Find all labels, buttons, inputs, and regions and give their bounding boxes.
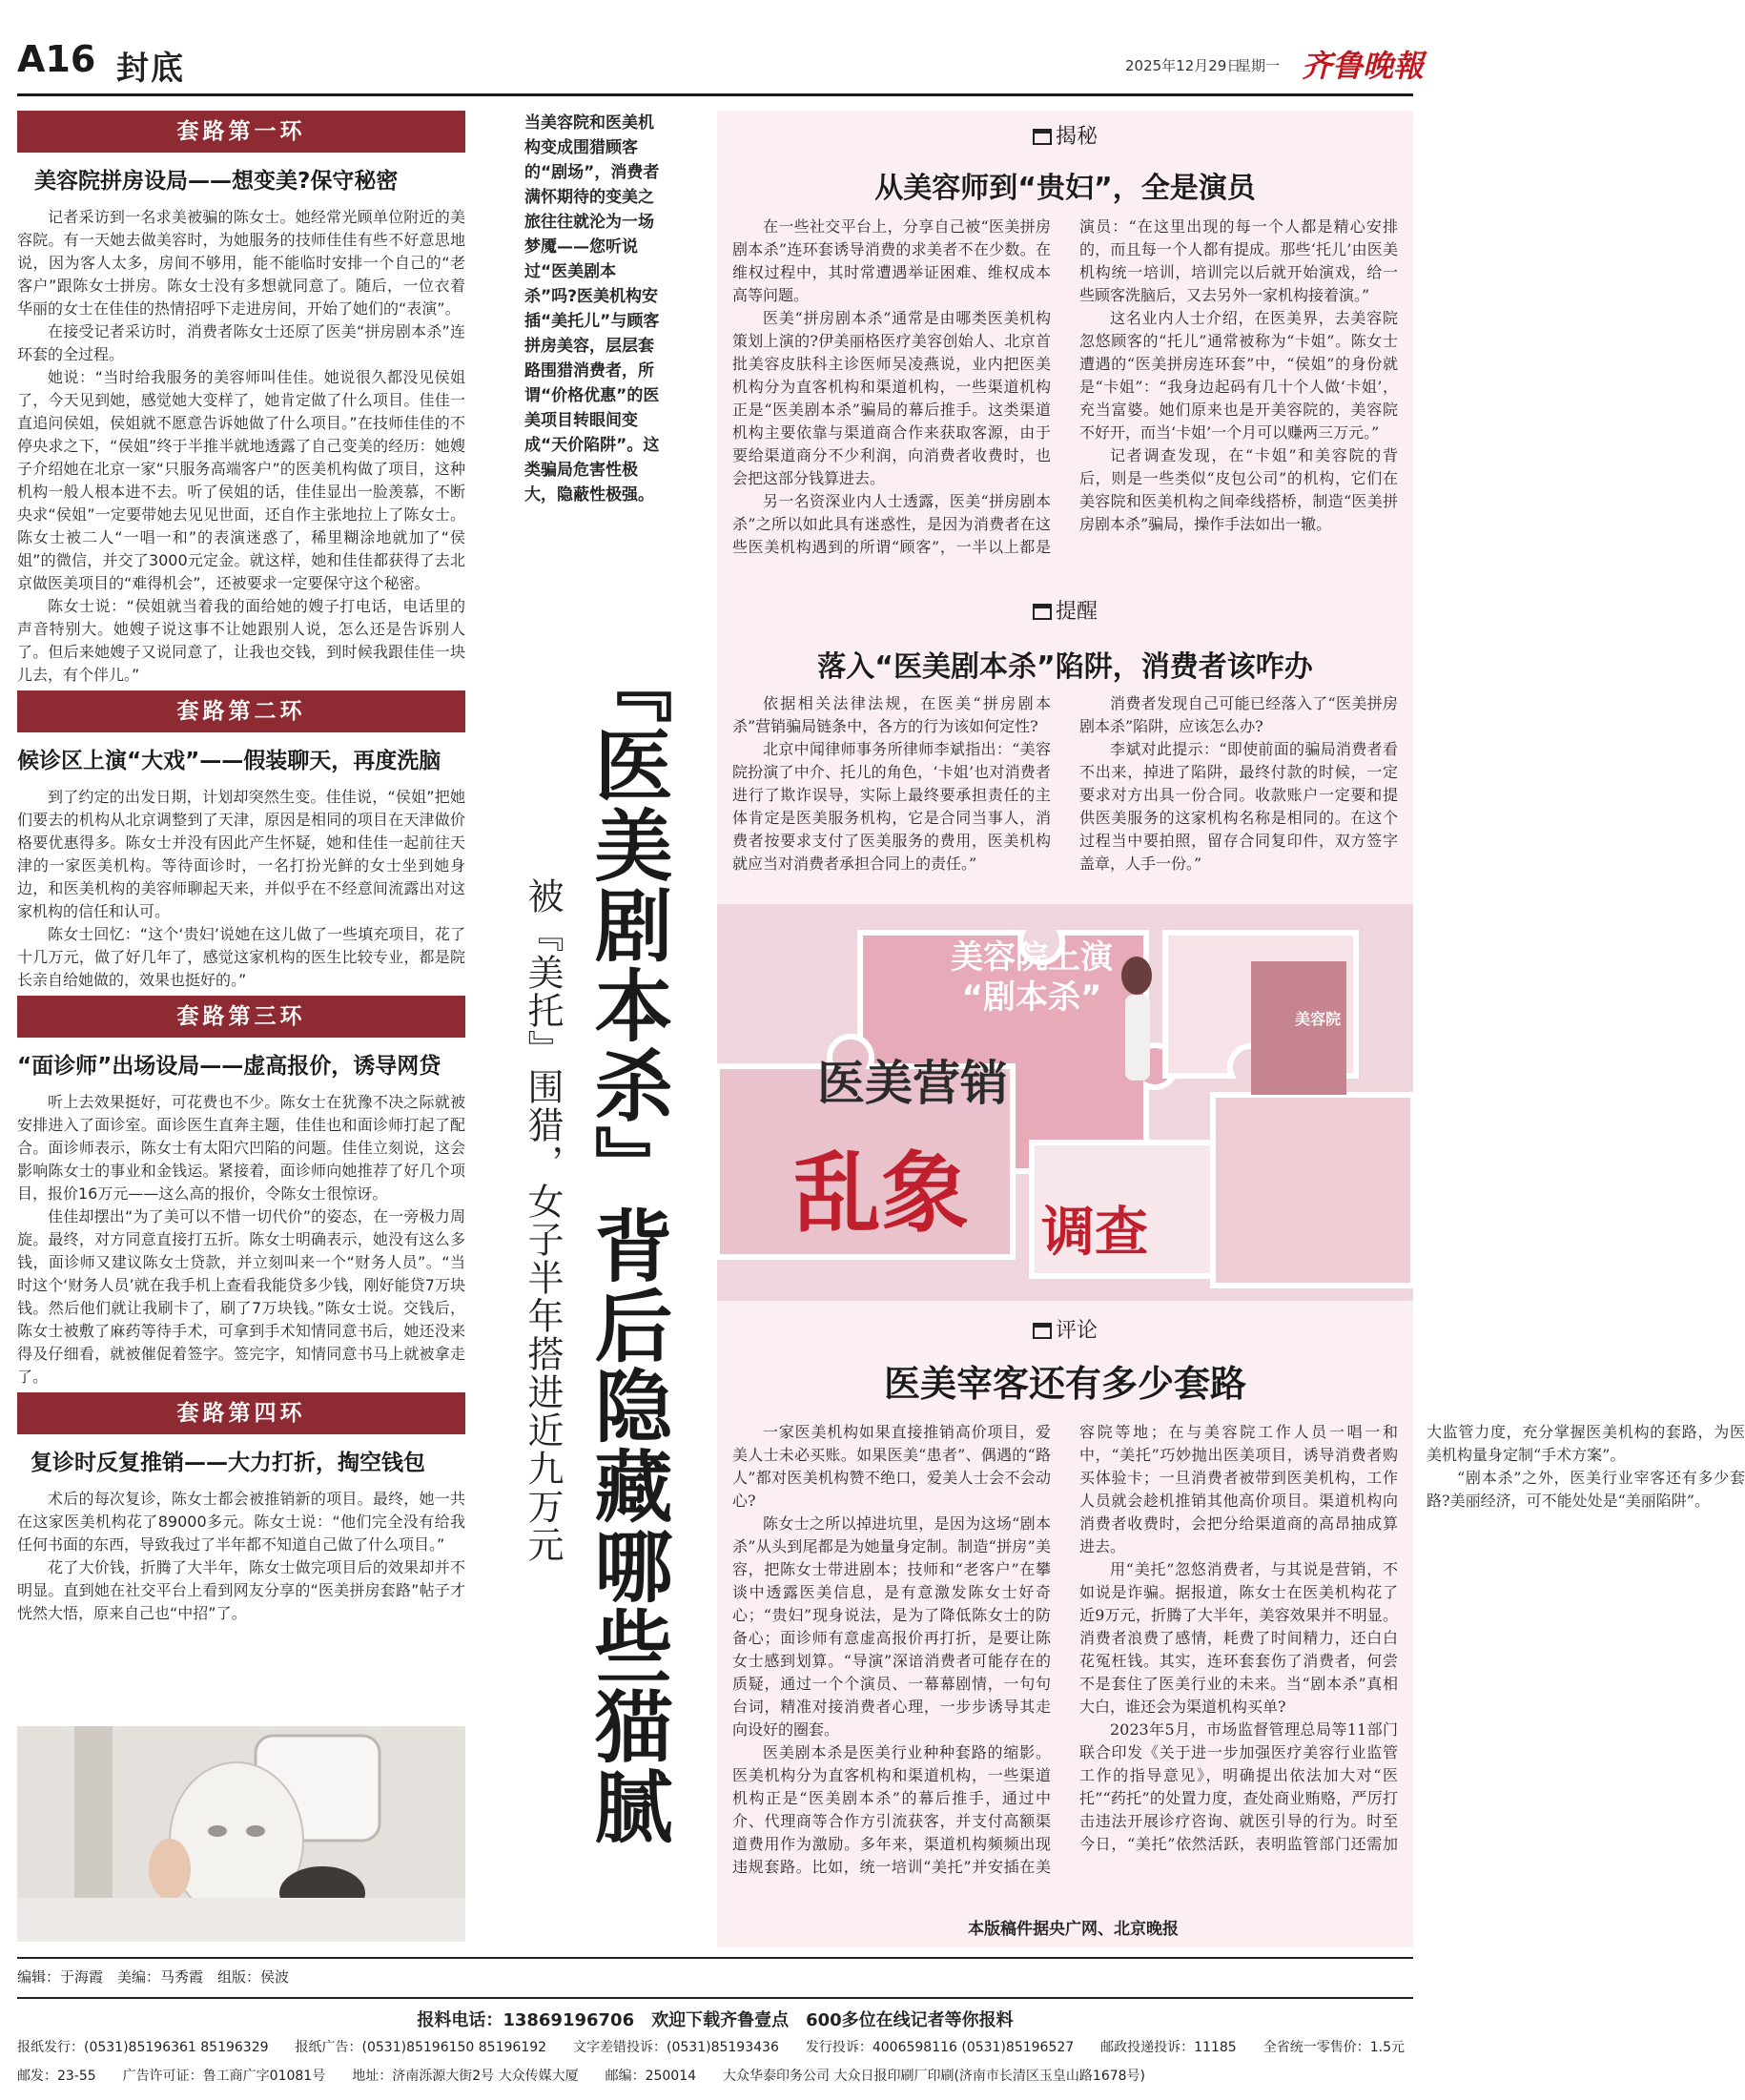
footer-rule xyxy=(17,1957,1413,1959)
paragraph: 陈女士回忆：“这个‘贵妇’说她在这儿做了一些填充项目，花了十几万元，做了好几年了，感觉这家机构的医生比较专业，都是院长亲自给她做的，效果也挺好的。” xyxy=(17,925,465,989)
article-title-comment: 医美宰客还有多少套路 xyxy=(883,1363,1246,1405)
section-name: 封底 xyxy=(116,50,185,88)
left-column xyxy=(17,111,465,1940)
editor-credits: 编辑：于海霞 美编：马秀霞 组版：侯波 xyxy=(17,1968,290,1986)
poster-graphic xyxy=(717,904,1413,1301)
header-rule xyxy=(17,93,1413,96)
paragraph: 佳佳却摆出“为了美可以不惜一切代价”的姿态，在一旁极力周旋。最终，对方同意直接打五折。陈女士明确表示，她没有这么多钱，面诊师又建议陈女士贷款，并立刻叫来一个“财务人员”。“当时这个‘财务人员’就在我手机上查看我能贷多少钱，刚好能贷7万块钱。然后他们就让我刷卡了，刷了7万块钱。”陈女士说。交钱后，陈女士被敷了麻药等待手术，可拿到手术知情同意书后，她还没来得及仔细看，就被催促着签字。签完字，知情同意书马上就被拿走了。 xyxy=(17,1207,465,1386)
section-title: 美容院拼房设局——想变美?保守秘密 xyxy=(34,169,399,194)
photo-illustration xyxy=(17,1726,465,1942)
newspaper-logo: 齐鲁晚報 xyxy=(1302,48,1425,84)
article-body-reminder xyxy=(732,692,1398,898)
paragraph: 她说：“当时给我服务的美容师叫佳佳。她说很久都没见侯姐了，今天见到她，感觉她大变样了，她肯定做了什么项目。佳佳一直追问侯姐，侯姐就不愿意告诉她做了什么项目。”在技师佳佳的不停央求之下，“侯姐”终于半推半就地透露了自己变美的经历：她嫂子介绍她在北京一家“只服务高端客户”的医美机构做了项目，这种机构一般人根本进不去。听了侯姐的话，佳佳显出一脸羡慕，不断央求“侯姐”一定要带她去见见世面，还自作主张地拉上了陈女士。陈女士被二人“一唱一和”的表演迷惑了，稀里糊涂地就加了“侯姐”的微信，并交了3000元定金。就这样，她和佳佳都获得了去北京做医美项目的“难得机会”，还被要求一定要保守这个秘密。 xyxy=(17,368,465,592)
section-band: 套路第一环 xyxy=(17,111,465,153)
article-title-reminder: 落入“医美剧本杀”陷阱，消费者该咋办 xyxy=(817,650,1313,684)
paragraph: 医美剧本杀是医美行业种种套路的缩影。医美机构分为直客机构和渠道机构，一些渠道机构正是“医美剧本杀”的幕后推手，通过中介、代理商等合作方引流获客，并支付高额渠道费用作为激励。多年来，渠道机构频频出现违规套路。比如，统一培训“美托”并安插在美容院等地；在与美容院工作人员一唱一和中，“美托”巧妙抛出医美项目，诱导消费者购买体验卡；一旦消费者被带到医美机构，工作人员就会趁机推销其他高价项目。渠道机构向消费者收费时，会把分给渠道商的高昂抽成算进去。 xyxy=(732,1423,1398,1876)
paragraph: 记者调查发现，在“卡姐”和美容院的背后，则是一些类似“皮包公司”的机构，它们在美容院和医美机构之间牵线搭桥，制造“医美拼房剧本杀”骗局，操作手法如出一辙。 xyxy=(1079,446,1398,533)
tag-icon xyxy=(1033,129,1052,145)
paragraph: 记者采访到一名求美被骗的陈女士。她经常光顾单位附近的美容院。有一天她去做美容时，为她服务的技师佳佳有些不好意思地说，因为客人太多，房间不够用，能不能临时安排一个自己的“老客户”跟陈女士拼房。陈女士没有多想就同意了。随后，一位衣着华丽的女士在佳佳的热情招呼下走进房间，开始了她们的“表演”。 xyxy=(17,208,465,318)
intro-text: 当美容院和医美机构变成围猎顾客的“剧场”，消费者满怀期待的变美之旅往往就沦为一场梦魇——您听说过“医美剧本杀”吗?医美机构安插“美托儿”与顾客拼房美容，层层套路围猎消费者，所谓“价格优惠”的医美项目转眼间变成“天价陷阱”。这类骗局危害性极大，隐蔽性极强。 xyxy=(524,113,660,504)
paragraph: 陈女士说：“侯姐就当着我的面给她的嫂子打电话，电话里的声音特别大。她嫂子说这事不让她跟别人说，怎么还是告诉别人了。但后来她嫂子又说同意了，让我也交钱，到时候我跟佳佳一块儿去，有个伴儿。” xyxy=(17,597,465,684)
paragraph: “剧本杀”之外，医美行业宰客还有多少套路?美丽经济，可不能处处是“美丽陷阱”。 xyxy=(1427,1469,1745,1510)
hotline-text: 报料电话：13869196706 欢迎下载齐鲁壹点 600多位在线记者等你报料 xyxy=(417,2010,1014,2030)
tag-comment: 评论 xyxy=(717,1314,1413,1344)
section-band: 套路第四环 xyxy=(17,1392,465,1434)
paragraph: 2023年5月，市场监督管理总局等11部门联合印发《关于进一步加强医疗美容行业监管工作的指导意见》，明确提出依法加大对“医托”“药托”的处置力度，查处商业贿赂，严厉打击违法开展诊疗咨询、就医引导的行为。时至今日，“美托”依然活跃，表明监管部门还需加大监管力度，充分掌握医美机构的套路，为医美机构量身定制“手术方案”。 xyxy=(1079,1423,1745,1853)
paragraph: 听上去效果挺好，可花费也不少。陈女士在犹豫不决之际就被安排进入了面诊室。面诊医生直奔主题，佳佳也和面诊师打起了配合。面诊师表示，陈女士有太阳穴凹陷的问题。佳佳立刻说，这会影响陈女士的事业和金钱运。紧接着，面诊师向她推荐了好几个项目，报价16万元——这么高的报价，令陈女士很惊讶。 xyxy=(17,1093,465,1203)
section-2 xyxy=(17,690,465,992)
tag-reminder: 提醒 xyxy=(717,595,1413,625)
paragraph: 北京中闻律师事务所律师李斌指出：“美容院扮演了中介、托儿的角色，‘卡姐’也对消费者进行了欺诈误导，实际上最终要承担责任的主体肯定是医美服务机构，它是合同当事人，消费者按要求支付了医美服务的费用，医美机构就应当对消费者承担合同上的责任。” xyxy=(732,740,1051,873)
poster-title-2: 乱象 xyxy=(793,1142,970,1245)
issue-weekday: 星期一 xyxy=(1237,57,1281,74)
contact-line: 报纸发行：(0531)85196361 85196329 报纸广告：(0531)85196150 85196192 文字差错投诉：(0531)85193436 发行投诉：4006598116 (0531)85196527 邮政投递投诉：11185 全省统一零售价：1.5元 xyxy=(17,2040,1405,2055)
poster-line2: “剧本杀” xyxy=(961,978,1102,1017)
section-title: 候诊区上演“大戏”——假装聊天，再度洗脑 xyxy=(17,749,441,773)
article-body-reveal xyxy=(732,216,1398,608)
source-credit: 本版稿件据央广网、北京晚报 xyxy=(968,1920,1179,1939)
paragraph: 在一些社交平台上，分享自己被“医美拼房剧本杀”连环套诱导消费的求美者不在少数。在维权过程中，其时常遭遇举证困难、维权成本高等问题。 xyxy=(732,217,1051,304)
paragraph: 这名业内人士介绍，在医美界，去美容院忽悠顾客的“托儿”通常被称为“卡姐”。陈女士遭遇的“医美拼房连环套”中，“侯姐”的身份就是“卡姐”：“我身边起码有几十个人做‘卡姐’，充当富婆。她们原来也是开美容院的，美容院不好开，而当‘卡姐’一个月可以赚两三万元。” xyxy=(1079,309,1398,442)
section-1 xyxy=(17,111,465,687)
tag-icon xyxy=(1033,604,1052,620)
article-body-comment xyxy=(732,1421,1745,1898)
paragraph: 一家医美机构如果直接推销高价项目，爱美人士未必买账。如果医美“患者”、偶遇的“路人”都对医美机构赞不绝口，爱美人士会不会动心? xyxy=(732,1423,1051,1510)
paragraph: 到了约定的出发日期，计划却突然生变。佳佳说，“侯姐”把她们要去的机构从北京调整到了天津，原因是相同的项目在天津做价格要优惠得多。陈女士并没有因此产生怀疑，她和佳佳一起前往天津的一家医美机构。等待面诊时，一名打扮光鲜的女士坐到她身边，和医美机构的美容师聊起天来，并似乎在不经意间流露出对这家机构的信任和认可。 xyxy=(17,788,465,920)
poster-title-1: 医美营销 xyxy=(817,1056,1008,1111)
section-3 xyxy=(17,996,465,1389)
section-band: 套路第三环 xyxy=(17,996,465,1038)
main-headline: 『医美剧本杀』背后隐藏哪些猫腻 xyxy=(582,645,673,1846)
paragraph: 依据相关法律法规，在医美“拼房剧本杀”营销骗局链条中，各方的行为该如何定性? xyxy=(732,694,1051,735)
poster-shop-sign: 美容院 xyxy=(1294,1010,1341,1028)
issue-date: 2025年12月29日 xyxy=(1125,57,1242,74)
poster-title-3: 调查 xyxy=(1041,1201,1148,1264)
section-4 xyxy=(17,1392,465,1625)
sub-headline: 被『美托』围猎，女子半年搭进近九万元 xyxy=(522,877,564,1564)
tag-icon xyxy=(1033,1323,1052,1339)
address-line: 邮发：23-55 广告许可证：鲁工商广字01081号 地址：济南泺源大街2号 大众传媒大厦 邮编：250014 大众华泰印务公司 大众日报印刷厂印刷(济南市长清区玉皇山路1678号) xyxy=(17,2069,1146,2084)
paragraph: 陈女士之所以掉进坑里，是因为这场“剧本杀”从头到尾都是为她量身定制。制造“拼房”美容，把陈女士带进剧本；技师和“老客户”在攀谈中透露医美信息，是有意激发陈女士好奇心；“贵妇”现身说法，是为了降低陈女士的防备心；面诊师有意虚高报价再打折，是要让陈女士感到划算。“导演”深谙消费者可能存在的质疑，通过一个个演员、一幕幕剧情，一句句台词，精准对接消费者心理，一步步诱导其走向设好的圈套。 xyxy=(732,1514,1051,1739)
paragraph: 李斌对此提示：“即使前面的骗局消费者看不出来，掉进了陷阱，最终付款的时候，一定要求对方出具一份合同。收款账户一定要和提供医美服务的这家机构名称是相同的。在这个过程当中要拍照，留存合同复印件，双方签字盖章，人手一份。” xyxy=(1079,740,1398,873)
section-band: 套路第二环 xyxy=(17,690,465,732)
paragraph: 用“美托”忽悠消费者，与其说是营销，不如说是诈骗。据报道，陈女士在医美机构花了近9万元，折腾了大半年，美容效果并不明显。消费者浪费了感情，耗费了时间精力，还白白花冤枉钱。其实，连环套套伤了消费者，何尝不是套住了医美行业的未来。当“剧本杀”真相大白，谁还会为渠道机构买单? xyxy=(1079,1560,1398,1716)
paragraph: 在接受记者采访时，消费者陈女士还原了医美“拼房剧本杀”连环套的全过程。 xyxy=(17,322,465,363)
paragraph: 花了大价钱，折腾了大半年，陈女士做完项目后的效果却并不明显。直到她在社交平台上看到网友分享的“医美拼房套路”帖子才恍然大悟，原来自己也“中招”了。 xyxy=(17,1558,465,1622)
page-number: A16 xyxy=(17,38,96,80)
tag-reveal: 揭秘 xyxy=(717,120,1413,150)
section-title: “面诊师”出场设局——虚高报价，诱导网贷 xyxy=(17,1054,441,1079)
paragraph: 消费者发现自己可能已经落入了“医美拼房剧本杀”陷阱，应该怎么办? xyxy=(1079,694,1398,735)
paragraph: 另一名资深业内人士透露，医美“拼房剧本杀”之所以如此具有迷惑性，是因为消费者在这些医美机构遇到的所谓“顾客”，一半以上都是演员：“在这里出现的每一个人都是精心安排的，而且每一个人都有提成。那些‘托儿’由医美机构统一培训，培训完以后就开始演戏，给一些顾客洗脑后，又去另外一家机构接着演。” xyxy=(732,217,1398,556)
beauty-treatment-photo xyxy=(17,1726,465,1942)
footer-rule-2 xyxy=(17,1997,1413,1999)
section-title: 复诊时反复推销——大力打折，掏空钱包 xyxy=(31,1451,425,1475)
article-title-reveal: 从美容师到“贵妇”，全是演员 xyxy=(874,172,1256,205)
paragraph: 术后的每次复诊，陈女士都会被推销新的项目。最终，她一共在这家医美机构花了89000多元。陈女士说：“他们完全没有给我任何书面的东西，导致我过了半年都不知道自己做了什么项目。” xyxy=(17,1490,465,1554)
poster-line1: 美容院上演 xyxy=(951,938,1113,977)
paragraph: 医美“拼房剧本杀”通常是由哪类医美机构策划上演的?伊美丽格医疗美容创始人、北京首批美容皮肤科主诊医师吴凌燕说，业内把医美机构分为直客机构和渠道机构，一些渠道机构正是“医美剧本杀”骗局的幕后推手。这类渠道机构主要依靠与渠道商合作来获取客源，由于要给渠道商分不少利润，向消费者收费时，也会把这部分钱算进去。 xyxy=(732,309,1051,487)
